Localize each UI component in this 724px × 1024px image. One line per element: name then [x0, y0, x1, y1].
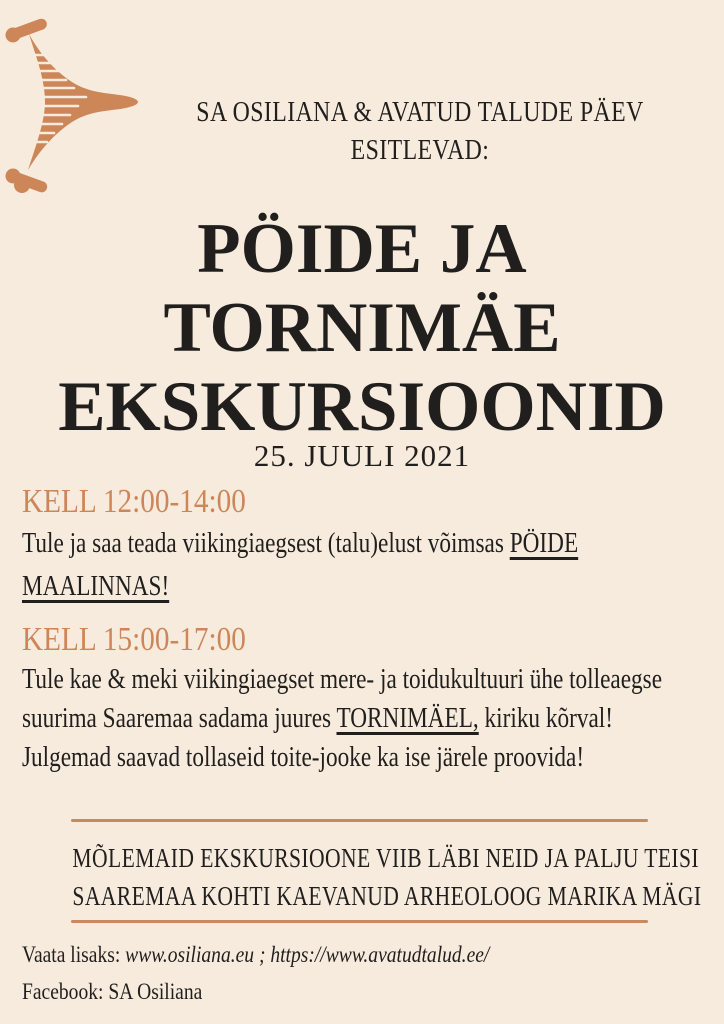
- text-segment: suurima Saaremaa sadama juures: [22, 703, 337, 734]
- text-segment: Tule ja saa teada viikingiaegsest (talu)elust võimsas: [22, 528, 510, 559]
- body-text-line: [22, 699, 662, 738]
- title-line: TORNIMÄE: [163, 289, 561, 367]
- osiliana-trefoil-logo-icon: [2, 14, 150, 198]
- text-segment: Julgemad saavad tollaseid toite-jooke ka ise järele proovida!: [22, 742, 585, 773]
- text-segment: kiriku kõrval!: [478, 703, 613, 734]
- footer-links-line: [22, 936, 489, 973]
- text-segment: Tule kae & meki viikingiaegset mere- ja toidukultuuri ühe tolleaegse: [22, 664, 663, 695]
- excursion-description-poide: [22, 522, 578, 608]
- guide-banner: [72, 839, 702, 915]
- presenter-header: [191, 94, 650, 170]
- body-text-line: [22, 565, 578, 608]
- event-date: 25. JUULI 2021: [253, 438, 471, 473]
- underlined-place-name: PÖIDE: [509, 528, 579, 559]
- divider-line-top: [71, 819, 648, 822]
- footer-contacts: [22, 936, 489, 1010]
- divider-line-bottom: [71, 920, 648, 923]
- guide-banner-line: MÕLEMAID EKSKURSIOONE VIIB LÄBI NEID JA PALJU TEISI: [72, 843, 700, 873]
- body-text-line: [22, 738, 662, 777]
- title-line: EKSKURSIOONID: [58, 368, 666, 446]
- body-text-line: [22, 660, 662, 699]
- underlined-place-name: TORNIMÄEL,: [336, 703, 479, 734]
- title-line: PÖIDE JA: [197, 210, 527, 288]
- body-text-line: [22, 522, 578, 565]
- guide-banner-line: SAAREMAA KOHTI KAEVANUD ARHEOLOOG MARIKA MÄGI: [72, 881, 702, 911]
- time-heading-1200-1400: KELL 12:00-14:00: [22, 483, 246, 520]
- excursion-description-tornimae: [22, 660, 662, 777]
- page-title: [0, 210, 724, 447]
- footer-links-urls: www.osiliana.eu ; https://www.avatudtalud.ee/: [125, 942, 490, 967]
- presenter-line-1: SA OSILIANA & AVATUD TALUDE PÄEV: [196, 97, 644, 128]
- footer-facebook-line: Facebook: SA Osiliana: [22, 979, 203, 1004]
- underlined-place-name: MAALINNAS!: [22, 571, 170, 602]
- presenter-line-2: ESITLEVAD:: [350, 135, 490, 166]
- time-heading-1500-1700: KELL 15:00-17:00: [22, 621, 246, 658]
- footer-links-label: Vaata lisaks:: [22, 942, 126, 967]
